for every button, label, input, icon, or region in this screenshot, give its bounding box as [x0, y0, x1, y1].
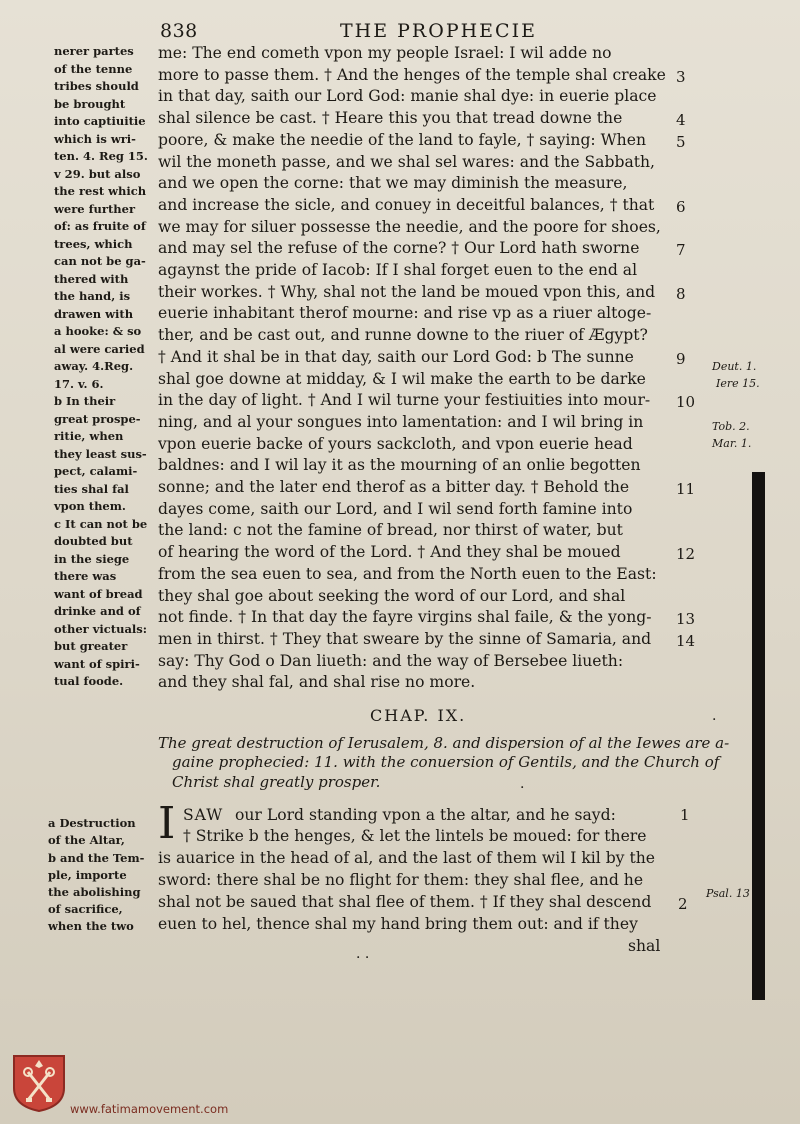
left-margin-note: which is wri- [54, 131, 136, 146]
body-line: from the sea euen to sea, and from the North euen to the East: [158, 564, 657, 583]
body-line: of hearing the word of the Lord. † And they shal be moued [158, 543, 621, 562]
left-margin-note: great prospe- [54, 411, 141, 426]
left-margin-note: thered with [54, 271, 129, 286]
verse-number: 10 [676, 393, 696, 412]
left-margin-note: there was [54, 569, 117, 583]
right-margin-ref: Iere 15. [716, 377, 760, 390]
body-line: in the day of light. † And I wil turne your festiuities into mour- [158, 391, 651, 410]
left-margin-note: a hooke: & so [54, 324, 142, 338]
body-line: they shal goe about seeking the word of our Lord, and shal [158, 586, 626, 605]
left-margin-note: drawen with [54, 306, 134, 321]
left-margin-note: can not be ga- [54, 254, 146, 268]
left-margin-note: the rest which [54, 184, 147, 198]
body-line: we may for siluer possesse the needie, and the poore for shoes, [158, 217, 661, 236]
right-margin-ref: Deut. 1. [712, 360, 757, 373]
right-margin-ref: Psal. 13 [706, 887, 750, 900]
right-margin-ref: Mar. 1. [712, 437, 752, 450]
chapter-summary-line: The great destruction of Ierusalem, 8. and dispersion of al the Iewes are a- [158, 734, 730, 752]
body-line: the land: c not the famine of bread, nor thirst of water, but [158, 521, 623, 540]
body-line: and increase the sicle, and conuey in deceitful balances, † that [158, 195, 655, 214]
body-line: men in thirst. † They that sweare by the sinne of Samaria, and [158, 629, 652, 648]
verse-number: 3 [676, 67, 686, 86]
body-line: wil the moneth passe, and we shal sel wares: and the Sabbath, [158, 152, 656, 171]
verse-number: 11 [676, 480, 696, 498]
verse-number: 14 [676, 631, 696, 650]
footer-url[interactable]: www.fatimamovement.com [70, 1102, 229, 1116]
body-line: baldnes: and I wil lay it as the mourning of an onlie begotten [158, 456, 641, 475]
body-line: vpon euerie backe of yours sackcloth, and vpon euerie head [158, 434, 633, 453]
left-margin-note: in the siege [54, 551, 130, 566]
body-line: and may sel the refuse of the corne? † Our Lord hath sworne [158, 239, 640, 258]
chapter-margin-note: ple, importe [48, 868, 127, 882]
left-margin-note: nerer partes [54, 44, 134, 58]
left-margin-note: v 29. but also [54, 166, 141, 181]
body-line: ther, and be cast out, and runne downe to the riuer of Ægypt? [158, 326, 648, 345]
papal-keys-logo-icon [12, 1054, 66, 1112]
body-line: agaynst the pride of Iacob: If I shal forget euen to the end al [158, 261, 638, 279]
chapter-summary-line: Christ shal greatly prosper. [172, 773, 381, 791]
verse-number: 9 [676, 349, 686, 368]
drop-cap: I [158, 798, 176, 849]
left-margin-note: want of bread [54, 586, 143, 601]
first-word: SAW [183, 806, 224, 824]
body-line: in that day, saith our Lord God: manie shal dye: in euerie place [158, 87, 657, 106]
left-margin-note: of the tenne [54, 61, 133, 76]
left-margin-note: be brought [54, 96, 126, 111]
body-line: ning, and al your songues into lamentation: and I wil bring in [158, 412, 644, 431]
catchword: shal [628, 937, 661, 955]
body-line: their workes. † Why, shal not the land be moued vpon this, and [158, 282, 656, 301]
chapter-heading: CHAP. IX. [370, 706, 467, 725]
body-line: say: Thy God o Dan liueth: and the way of Bersebee liueth: [158, 651, 624, 670]
left-margin-note: doubted but [54, 534, 133, 548]
chapter-margin-note: of sacrifice, [48, 902, 123, 916]
left-margin-note: b In their [54, 394, 116, 408]
chapter-margin-note: when the two [48, 919, 134, 933]
body-line: shal silence be cast. † Heare this you that tread downe the [158, 109, 623, 128]
left-margin-note: pect, calami- [54, 464, 138, 478]
verse-number: 13 [676, 610, 696, 629]
left-margin-note: tribes should [54, 79, 139, 93]
marginal-rule [752, 472, 765, 1000]
left-margin-note: ritie, when [54, 429, 124, 443]
verse-number: 2 [678, 895, 688, 913]
body-line: dayes come, saith our Lord, and I wil send forth famine into [158, 499, 633, 518]
body-line: and they shal fal, and shal rise no more. [158, 673, 476, 692]
body-line: more to passe them. † And the henges of the temple shal creake [158, 65, 666, 84]
body-line: † And it shal be in that day, saith our Lord God: b The sunne [158, 347, 634, 366]
left-margin-note: they least sus- [54, 446, 147, 461]
left-margin-note: ten. 4. Reg 15. [54, 149, 148, 163]
verse-number: 1 [680, 806, 690, 824]
verse-number: 7 [676, 241, 686, 260]
body-line: euerie inhabitant therof mourne: and rise vp as a riuer altoge- [158, 304, 652, 323]
left-margin-note: want of spiri- [54, 656, 140, 671]
chapter-body-line: shal not be saued that shal flee of them. † If they shal descend [158, 893, 652, 911]
chapter-margin-note: b and the Tem- [48, 851, 145, 865]
body-line: sonne; and the later end therof as a bitter day. † Behold the [158, 478, 630, 496]
chapter-margin-note: of the Altar, [48, 833, 125, 847]
left-margin-note: ties shal fal [54, 481, 129, 496]
verse-number: 8 [676, 284, 686, 303]
chapter-body-line: euen to hel, thence shal my hand bring them out: and if they [158, 915, 638, 933]
page-number: 838 [160, 20, 198, 42]
right-margin-ref: Tob. 2. [712, 420, 750, 433]
printer-mark: · [712, 712, 717, 728]
printer-mark: · [520, 780, 525, 796]
left-margin-note: trees, which [54, 236, 133, 251]
left-margin-note: vpon them. [54, 499, 126, 513]
verse-number: 6 [676, 197, 686, 216]
chapter-margin-note: the abolishing [48, 885, 141, 899]
left-margin-note: other victuals: [54, 621, 147, 636]
body-line: me: The end cometh vpon my people Israel: I wil adde no [158, 44, 612, 62]
chapter-body-line: † Strike b the henges, & let the lintels be moued: for there [183, 827, 647, 845]
left-margin-note: 17. v. 6. [54, 376, 104, 391]
chapter-body-line: sword: there shal be no flight for them: they shal flee, and he [158, 871, 644, 889]
chapter-summary-line: gaine prophecied: 11. with the conuersion of Gentils, and the Church of [172, 753, 720, 771]
left-margin-note: into captiuitie [54, 114, 146, 128]
chapter-body-line: is auarice in the head of al, and the last of them wil I kil by the [158, 849, 655, 867]
verse-number: 4 [676, 111, 686, 130]
body-line: poore, & make the needie of the land to fayle, † saying: When [158, 130, 646, 149]
chapter-body-line: our Lord standing vpon a the altar, and he sayd: [235, 806, 616, 824]
left-margin-note: were further [54, 201, 136, 216]
printer-mark: · · [356, 950, 370, 966]
left-margin-note: the hand, is [54, 289, 131, 303]
left-margin-note: drinke and of [54, 604, 141, 618]
left-margin-note: al were caried [54, 341, 145, 356]
running-title: THE PROPHECIE [340, 20, 537, 42]
left-margin-note: tual foode. [54, 674, 124, 688]
verse-number: 5 [676, 132, 686, 151]
left-margin-note: but greater [54, 639, 128, 653]
body-line: shal goe downe at midday, & I wil make the earth to be darke [158, 369, 646, 388]
chapter-margin-note: a Destruction [48, 816, 136, 830]
body-line: not finde. † In that day the fayre virgins shal faile, & the yong- [158, 608, 652, 627]
body-line: and we open the corne: that we may diminish the measure, [158, 174, 628, 193]
left-margin-note: c It can not be [54, 516, 148, 531]
left-margin-note: of: as fruite of [54, 219, 146, 233]
left-margin-note: away. 4.Reg. [54, 359, 134, 373]
verse-number: 12 [676, 545, 696, 564]
